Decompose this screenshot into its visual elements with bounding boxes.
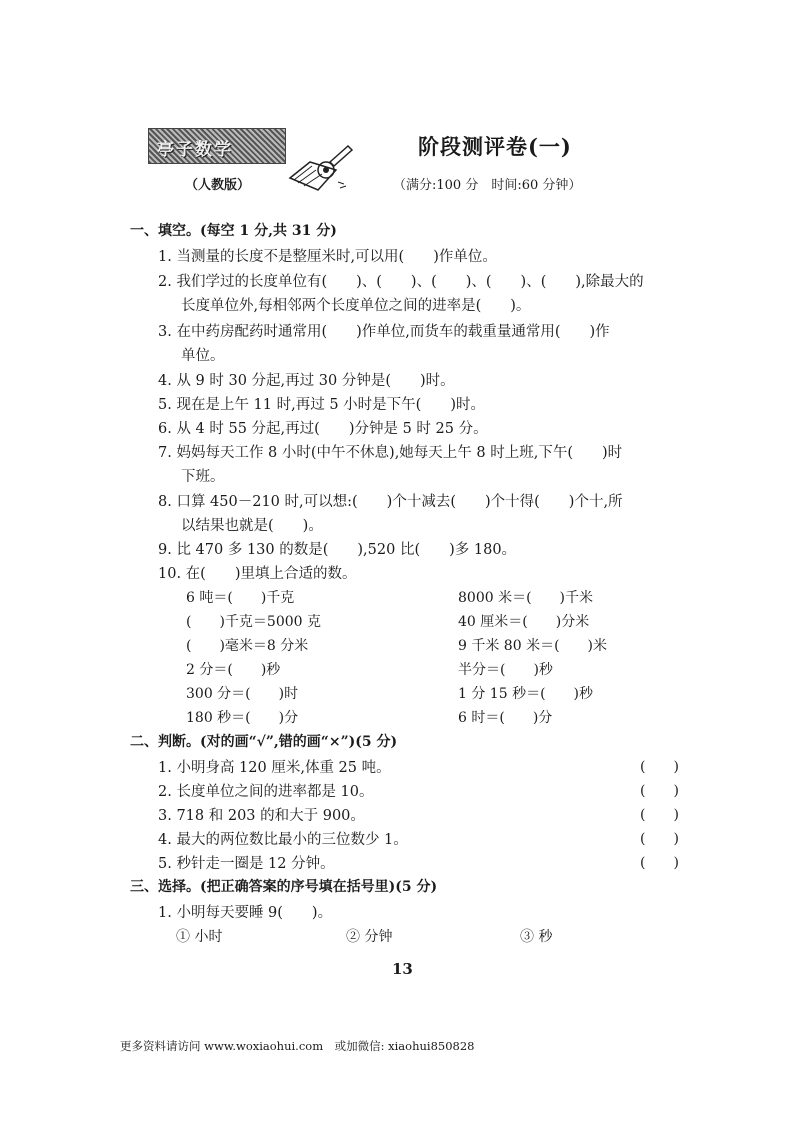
q3-line: 3. 在中药房配药时通常用( )作单位,而货车的载重量通常用( )作 <box>158 324 610 340</box>
judge-item: 1. 小明身高 120 厘米,体重 25 吨。 <box>158 760 391 776</box>
choice-option: ① 小时 <box>176 929 223 945</box>
judge-item: 5. 秒针走一圈是 12 分钟。 <box>158 856 335 872</box>
q7-line-cont: 下班。 <box>181 469 225 485</box>
footer-promo-text: 更多资料请访问 www.woxiaohui.com 或加微信: xiaohui850828 <box>120 1039 475 1053</box>
series-logo <box>148 128 286 164</box>
conversion-item: 180 秒＝( )分 <box>186 710 299 726</box>
conversion-item: 8000 米＝( )千米 <box>458 590 594 606</box>
conversion-item: ( )毫米＝8 分米 <box>186 638 309 654</box>
q10-line: 10. 在( )里填上合适的数。 <box>158 566 357 582</box>
judge-item: 4. 最大的两位数比最小的三位数少 1。 <box>158 832 408 848</box>
conversion-item: 1 分 15 秒＝( )秒 <box>458 686 593 702</box>
q6-line: 6. 从 4 时 55 分起,再过( )分钟是 5 时 25 分。 <box>158 421 488 437</box>
answer-bracket: ( ) <box>640 831 679 847</box>
q1-line: 1. 当测量的长度不是整厘米时,可以用( )作单位。 <box>158 249 497 265</box>
answer-bracket: ( ) <box>640 759 679 775</box>
answer-bracket: ( ) <box>640 807 679 823</box>
choice-option: ③ 秒 <box>520 929 553 945</box>
edition-label: （人教版） <box>185 178 251 193</box>
choice-question: 1. 小明每天要睡 9( )。 <box>158 905 333 921</box>
q4-line: 4. 从 9 时 30 分起,再过 30 分钟是( )时。 <box>158 373 455 389</box>
conversion-item: 半分＝( )秒 <box>458 662 553 678</box>
conversion-item: 9 千米 80 米＝( )米 <box>458 638 607 654</box>
conversion-item: ( )千克＝5000 克 <box>186 614 322 630</box>
judge-item: 3. 718 和 203 的和大于 900。 <box>158 808 365 824</box>
choice-option: ② 分钟 <box>346 929 393 945</box>
page-number: 13 <box>392 960 413 978</box>
section3-heading: 三、选择。(把正确答案的序号填在括号里)(5 分) <box>130 879 438 895</box>
q2-line-cont: 长度单位外,每相邻两个长度单位之间的进率是( )。 <box>181 298 531 314</box>
page-title: 阶段测评卷(一) <box>418 134 572 159</box>
answer-bracket: ( ) <box>640 855 679 871</box>
book-pencil-illustration <box>286 140 354 196</box>
conversion-item: 2 分＝( )秒 <box>186 662 281 678</box>
q8-line-cont: 以结果也就是( )。 <box>181 518 323 534</box>
q9-line: 9. 比 470 多 130 的数是( ),520 比( )多 180。 <box>158 542 517 558</box>
q2-line: 2. 我们学过的长度单位有( )、( )、( )、( )、( ),除最大的 <box>158 274 644 290</box>
q3-line-cont: 单位。 <box>181 348 225 364</box>
section2-heading: 二、判断。(对的画“√”,错的画“×”)(5 分) <box>130 734 398 750</box>
conversion-item: 300 分＝( )时 <box>186 686 299 702</box>
section1-heading: 一、填空。(每空 1 分,共 31 分) <box>130 223 337 239</box>
q7-line: 7. 妈妈每天工作 8 小时(中午不休息),她每天上午 8 时上班,下午( )时 <box>158 445 623 461</box>
q5-line: 5. 现在是上午 11 时,再过 5 小时是下午( )时。 <box>158 397 485 413</box>
series-logo-text: 亭子数学 <box>157 140 233 160</box>
score-time-info: （满分:100 分 时间:60 分钟） <box>393 178 582 193</box>
q8-line: 8. 口算 450－210 时,可以想:( )个十减去( )个十得( )个十,所 <box>158 494 623 510</box>
conversion-item: 6 时＝( )分 <box>458 710 553 726</box>
answer-bracket: ( ) <box>640 783 679 799</box>
conversion-item: 40 厘米＝( )分米 <box>458 614 590 630</box>
judge-item: 2. 长度单位之间的进率都是 10。 <box>158 784 374 800</box>
conversion-item: 6 吨＝( )千克 <box>186 590 295 606</box>
